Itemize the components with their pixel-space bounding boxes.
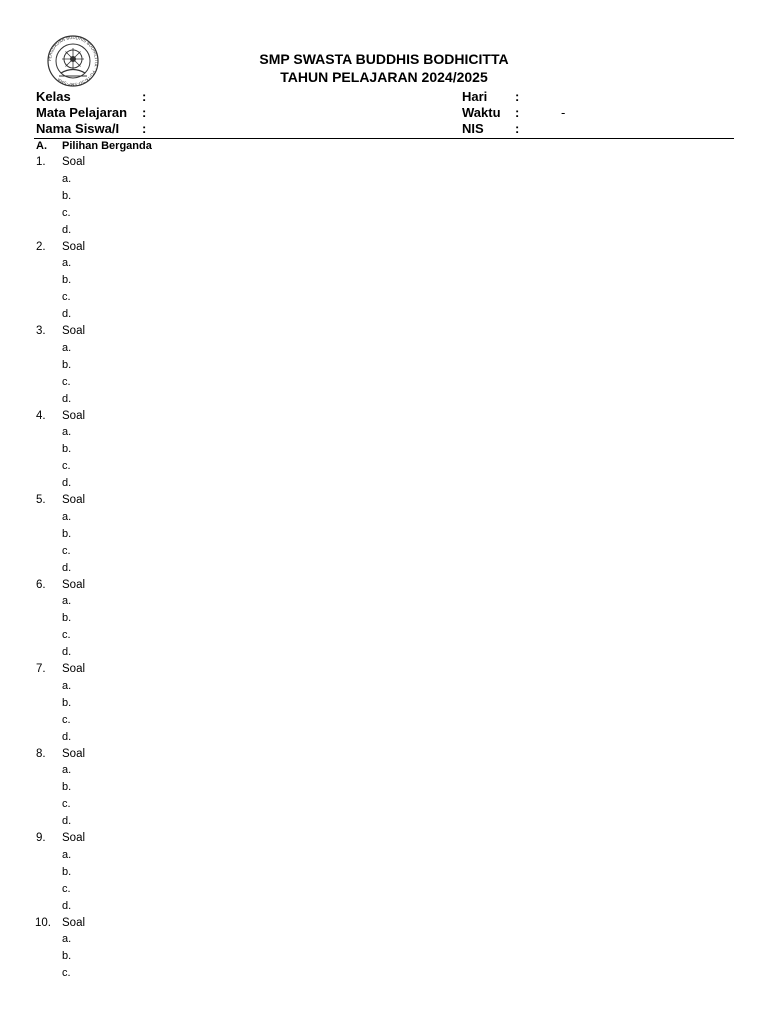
field-kelas-label: Kelas [36,89,71,104]
field-kelas-colon: : [142,89,147,104]
answer-option: a. [62,679,72,692]
answer-option: b. [62,358,72,371]
answer-option: c. [62,544,71,557]
field-nis-label: NIS [462,121,484,136]
question-text: Soal [62,832,86,844]
field-waktu-label: Waktu [462,105,501,120]
question-number: 1. [36,156,46,168]
field-mata-pelajaran-colon: : [142,105,147,120]
question-text: Soal [62,916,86,929]
question-number: 7. [36,663,46,675]
answer-option: d. [62,308,72,321]
question-text: Soal [62,156,86,168]
question-number: 6. [36,578,46,591]
answer-option: d. [62,392,72,405]
field-nama-siswa-colon: : [142,121,147,136]
answer-option: d. [62,561,72,574]
question-number: 3. [36,325,46,337]
answer-option: a. [62,595,72,608]
question-text: Soal [62,663,86,675]
answer-option: b. [62,274,72,287]
question-text: Soal [62,747,86,760]
answer-option: b. [62,527,72,540]
answer-option: c. [62,967,71,980]
answer-option: a. [62,510,72,523]
answer-option: c. [62,206,71,219]
answer-option: d. [62,899,72,912]
answer-option: b. [62,443,72,456]
field-nama-siswa-label: Nama Siswa/I [36,121,120,136]
answer-option: a. [62,426,72,439]
question-text: Soal [62,240,86,253]
answer-option: a. [62,257,72,270]
answer-option: d. [62,223,72,236]
answer-option: a. [62,933,72,946]
answer-option: a. [62,764,72,777]
answer-option: b. [62,696,72,709]
field-hari-label: Hari [462,89,488,104]
field-waktu-colon: : [515,105,520,120]
answer-option: a. [62,341,72,354]
emblem-text: PERGURUAN BUDDHIS BODHICITTA · PG-TK-SD-SMP-SMA [46,35,100,87]
answer-option: d. [62,730,72,743]
section-letter: A. [36,140,47,152]
field-waktu-value: - [561,105,566,120]
answer-option: c. [62,460,71,473]
answer-option: b. [62,950,72,963]
question-text: Soal [62,578,86,591]
field-hari-colon: : [515,89,520,104]
answer-option: c. [62,798,71,811]
answer-option: a. [62,848,72,861]
question-number: 2. [36,240,46,253]
answer-option: d. [62,815,72,828]
question-number: 5. [36,494,46,506]
answer-option: d. [62,646,72,659]
question-text: Soal [62,409,86,422]
answer-option: c. [62,713,71,726]
answer-option: c. [62,629,71,642]
answer-option: c. [62,291,71,304]
answer-option: c. [62,882,71,895]
question-number: 4. [36,409,46,422]
answer-option: b. [62,189,72,202]
question-number: 8. [36,747,46,760]
section-title: Pilihan Berganda [62,140,152,152]
question-text: Soal [62,494,86,506]
field-nis-colon: : [515,121,520,136]
answer-option: c. [62,375,71,388]
answer-option: b. [62,612,72,625]
answer-option: d. [62,477,72,490]
question-number: 9. [36,832,46,844]
question-text: Soal [62,325,86,337]
answer-option: b. [62,865,72,878]
answer-option: a. [62,172,72,185]
academic-year: TAHUN PELAJARAN 2024/2025 [280,69,488,85]
school-name: SMP SWASTA BUDDHIS BODHICITTA [259,51,509,67]
question-number: 10. [35,916,51,929]
field-mata-pelajaran-label: Mata Pelajaran [36,105,128,120]
answer-option: b. [62,781,72,794]
